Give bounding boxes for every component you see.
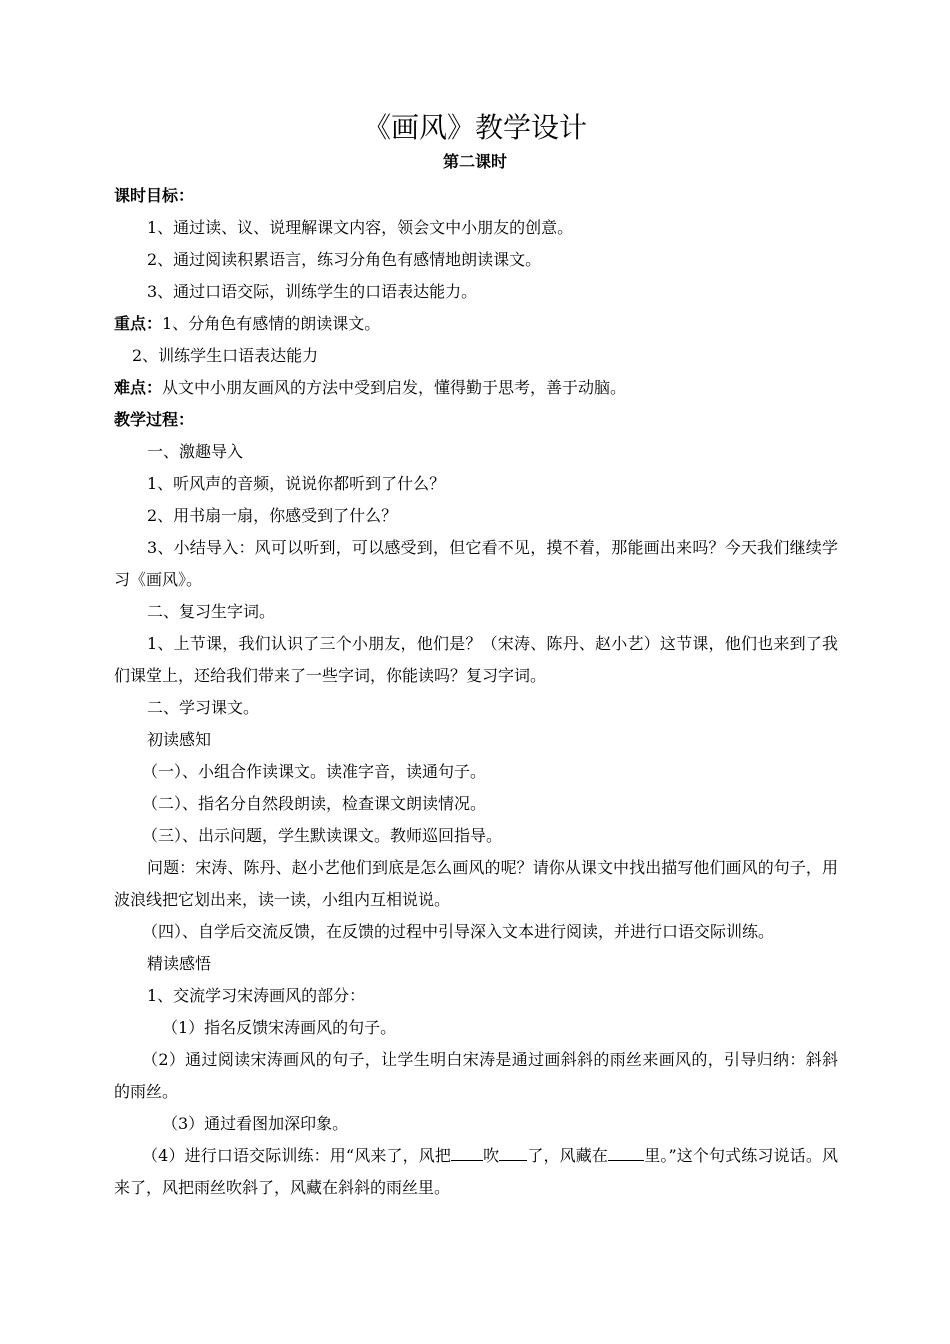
goals-heading: 课时目标：: [114, 186, 195, 205]
section-2-item-1: 1、上节课，我们认识了三个小朋友，他们是？（宋涛、陈丹、赵小艺）这节课，他们也来到了我们课堂上，还给我们带来了一些字词，你能读吗？复习字词。: [114, 634, 838, 685]
subsection-initial-reading: 初读感知: [147, 730, 212, 749]
goal-item-1: 1、通过读、议、说理解课文内容，领会文中小朋友的创意。: [147, 218, 574, 237]
process-heading: 教学过程：: [114, 410, 195, 429]
key-point-2: 2、训练学生口语表达能力: [132, 346, 319, 365]
step-3: （三）、出示问题，学生默读课文。教师巡回指导。: [142, 826, 503, 845]
difficulty-text: 从文中小朋友画风的方法中受到启发，懂得勤于思考，善于动脑。: [162, 378, 627, 397]
sentence-pattern-mid-2: 了，风藏在: [527, 1146, 609, 1165]
key-label: 重点：: [114, 314, 163, 333]
difficulty: [114, 372, 838, 404]
fill-blank-3: [608, 1142, 644, 1161]
close-reading-item-1d: [114, 1140, 838, 1204]
key-point-1: 1、分角色有感情的朗读课文。: [162, 314, 381, 333]
section-1-heading: 一、激趣导入: [147, 442, 244, 461]
step-2: （二）、指名分自然段朗读，检查课文朗读情况。: [142, 794, 487, 813]
goal-item-2: 2、通过阅读积累语言，练习分角色有感情地朗读课文。: [147, 250, 542, 269]
goal-item-3: 3、通过口语交际，训练学生的口语表达能力。: [147, 282, 478, 301]
close-reading-item-1b: （2）通过阅读宋涛画风的句子，让学生明白宋涛是通过画斜斜的雨丝来画风的，引导归纳：斜斜的雨丝。: [114, 1050, 838, 1101]
sentence-pattern-start: （4）进行口语交际训练：用“风来了，风把: [142, 1146, 451, 1165]
step-4: （四）、自学后交流反馈，在反馈的过程中引导深入文本进行阅读，并进行口语交际训练。: [142, 922, 775, 941]
document-body: [114, 180, 838, 1204]
document-title: 《画风》教学设计: [362, 111, 587, 144]
section-3-heading: 二、学习课文。: [147, 698, 260, 717]
fill-blank-2: [499, 1142, 527, 1161]
difficulty-label: 难点：: [114, 378, 163, 397]
section-1-item-2: 2、用书扇一扇，你感受到了什么？: [147, 506, 398, 525]
fill-blank-1: [451, 1142, 483, 1161]
close-reading-item-1a: （1）指名反馈宋涛画风的句子。: [162, 1018, 397, 1037]
section-1-item-3: 3、小结导入：风可以听到，可以感受到，但它看不见，摸不着，那能画出来吗？今天我们继续学习《画风》。: [114, 538, 838, 589]
section-2-heading: 二、复习生字词。: [147, 602, 276, 621]
question-paragraph: 问题：宋涛、陈丹、赵小艺他们到底是怎么画风的呢？请你从课文中找出描写他们画风的句子，用波浪线把它划出来，读一读，小组内互相说说。: [114, 858, 838, 909]
section-1-item-1: 1、听风声的音频，说说你都听到了什么？: [147, 474, 446, 493]
close-reading-item-1c: （3）通过看图加深印象。: [162, 1114, 349, 1133]
subsection-close-reading: 精读感悟: [147, 954, 212, 973]
sentence-pattern-mid-1: 吹: [483, 1146, 500, 1165]
key-points: [114, 308, 838, 340]
step-1: （一）、小组合作读课文。读准字音，读通句子。: [142, 762, 487, 781]
close-reading-item-1: 1、交流学习宋涛画风的部分：: [147, 986, 366, 1005]
document-subtitle: 第二课时: [442, 152, 507, 171]
sentence-pattern-end: 里。”这个句式练习说话。风来了，风把雨丝吹斜了，风藏在斜斜的雨丝里。: [114, 1146, 838, 1197]
